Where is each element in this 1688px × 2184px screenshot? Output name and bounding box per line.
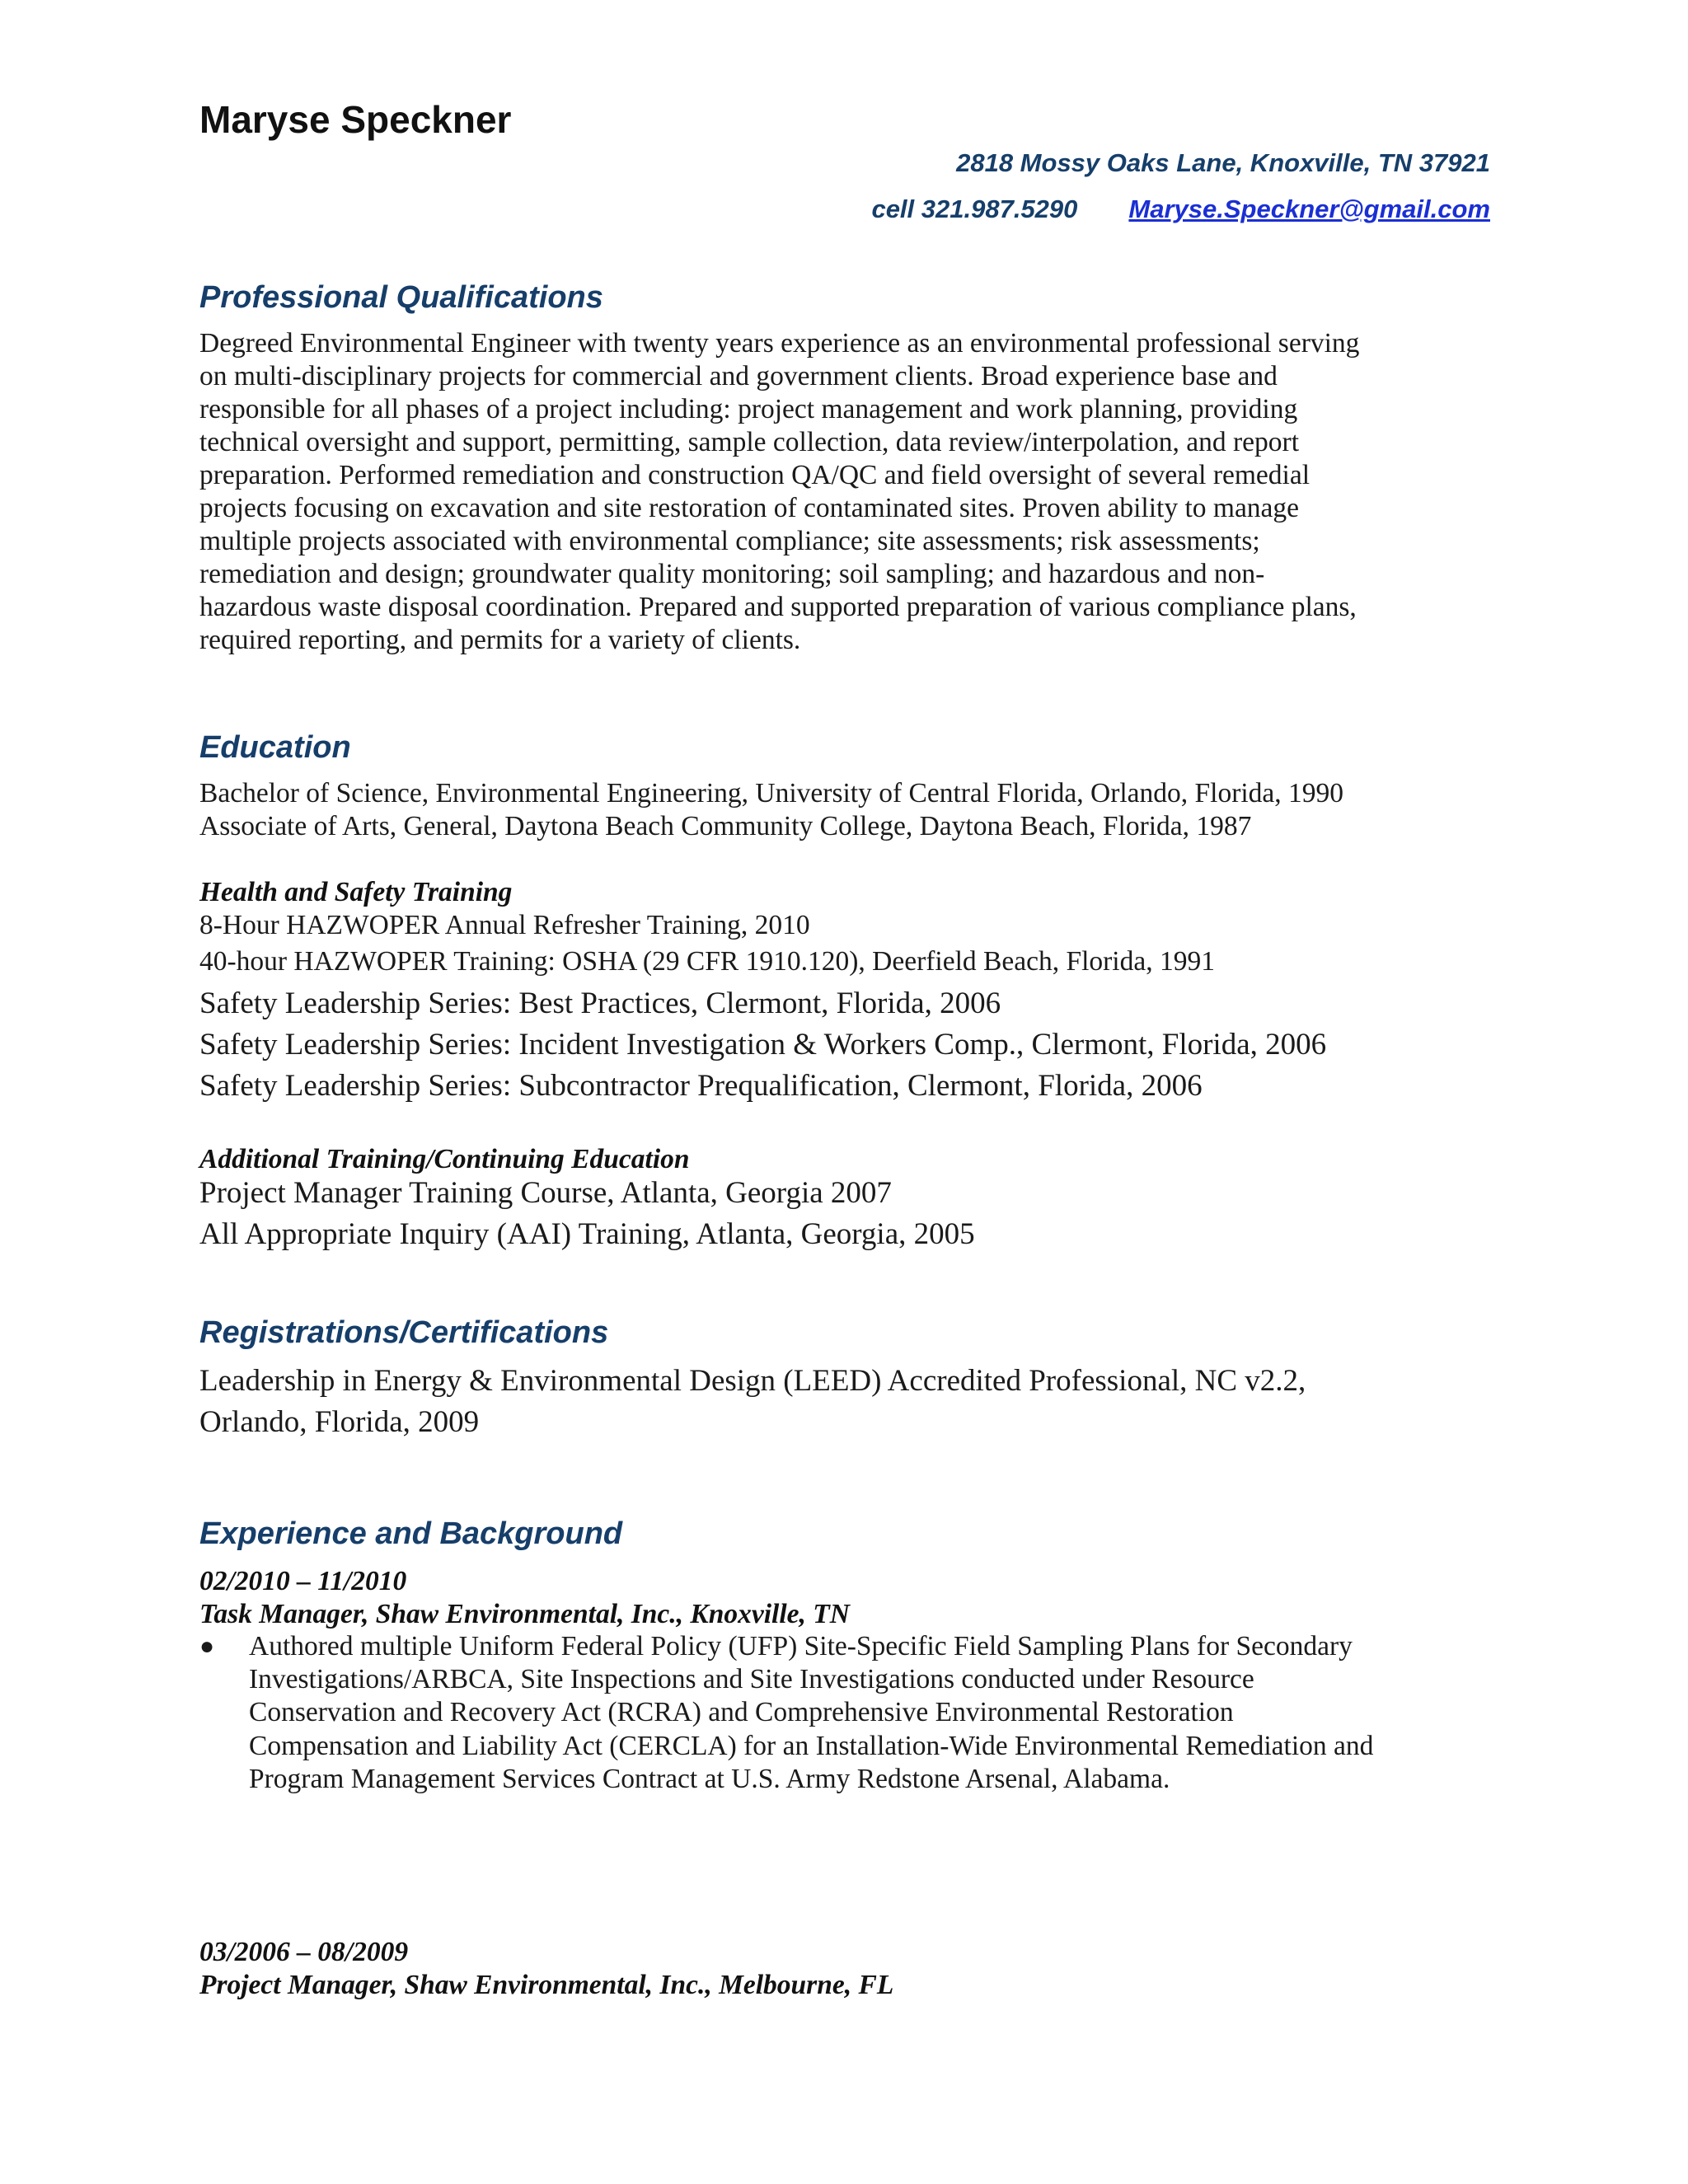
section-heading-qualifications: Professional Qualifications (199, 280, 603, 315)
qualifications-line: required reporting, and permits for a variety of clients. (199, 625, 801, 655)
certification-line: Orlando, Florida, 2009 (199, 1405, 480, 1439)
training-item: 8-Hour HAZWOPER Annual Refresher Training, 2010 (199, 910, 810, 940)
job-dates: 03/2006 – 08/2009 (199, 1937, 409, 1967)
qualifications-line: responsible for all phases of a project including: project management and work planning, providing (199, 394, 1298, 424)
bullet-icon: ● (199, 1633, 215, 1660)
section-heading-education: Education (199, 730, 351, 765)
email-link[interactable]: Maryse.Speckner@gmail.com (1128, 194, 1490, 223)
job-bullet-line: Authored multiple Uniform Federal Policy (UFP) Site-Specific Field Sampling Plans for Secondary (249, 1631, 1353, 1661)
qualifications-line: technical oversight and support, permitting, sample collection, data review/interpolation, and report (199, 427, 1300, 457)
degree-item: Bachelor of Science, Environmental Engineering, University of Central Florida, Orlando, Florida, 1990 (199, 778, 1344, 808)
section-heading-experience: Experience and Background (199, 1516, 623, 1551)
training-item: Project Manager Training Course, Atlanta, Georgia 2007 (199, 1176, 892, 1210)
subheading-health-safety: Health and Safety Training (199, 877, 513, 907)
job-title: Project Manager, Shaw Environmental, Inc., Melbourne, FL (199, 1970, 894, 2000)
qualifications-line: multiple projects associated with environmental compliance; site assessments; risk assessments; (199, 526, 1260, 556)
degree-item: Associate of Arts, General, Daytona Beach Community College, Daytona Beach, Florida, 1987 (199, 811, 1252, 841)
qualifications-line: projects focusing on excavation and site restoration of contaminated sites. Proven ability to manage (199, 493, 1300, 523)
candidate-name: Maryse Speckner (199, 98, 512, 141)
qualifications-line: on multi-disciplinary projects for commercial and government clients. Broad experience base and (199, 361, 1278, 391)
job-bullet-text (249, 1630, 1502, 1796)
section-heading-registrations: Registrations/Certifications (199, 1315, 609, 1350)
certification-line: Leadership in Energy & Environmental Design (LEED) Accredited Professional, NC v2.2, (199, 1364, 1306, 1398)
qualifications-line: preparation. Performed remediation and construction QA/QC and field oversight of several remedial (199, 460, 1311, 490)
address: 2818 Mossy Oaks Lane, Knoxville, TN 37921 (956, 148, 1490, 177)
subheading-additional-training: Additional Training/Continuing Education (199, 1144, 690, 1174)
job-bullet-line: Investigations/ARBCA, Site Inspections and Site Investigations conducted under Resource (249, 1664, 1254, 1695)
job-bullet-line: Compensation and Liability Act (CERCLA) for an Installation-Wide Environmental Remediation and (249, 1730, 1374, 1761)
job-bullet-line: Conservation and Recovery Act (RCRA) and Comprehensive Environmental Restoration (249, 1697, 1234, 1728)
training-item: Safety Leadership Series: Incident Investigation & Workers Comp., Clermont, Florida, 2006 (199, 1028, 1327, 1062)
job-dates: 02/2010 – 11/2010 (199, 1566, 407, 1596)
training-item: 40-hour HAZWOPER Training: OSHA (29 CFR 1910.120), Deerfield Beach, Florida, 1991 (199, 946, 1215, 977)
training-item: Safety Leadership Series: Best Practices, Clermont, Florida, 2006 (199, 987, 1001, 1020)
job-title: Task Manager, Shaw Environmental, Inc., Knoxville, TN (199, 1599, 850, 1629)
training-item: All Appropriate Inquiry (AAI) Training, Atlanta, Georgia, 2005 (199, 1217, 975, 1251)
qualifications-line: hazardous waste disposal coordination. Prepared and supported preparation of various compliance plans, (199, 592, 1357, 622)
contact-line (871, 194, 1490, 224)
qualifications-line: remediation and design; groundwater quality monitoring; soil sampling; and hazardous and non- (199, 559, 1265, 589)
phone-number: cell 321.987.5290 (871, 194, 1078, 223)
job-bullet-line: Program Management Services Contract at U.S. Army Redstone Arsenal, Alabama. (249, 1763, 1170, 1794)
qualifications-line: Degreed Environmental Engineer with twenty years experience as an environmental professional serving (199, 328, 1360, 359)
training-item: Safety Leadership Series: Subcontractor Prequalification, Clermont, Florida, 2006 (199, 1069, 1203, 1103)
